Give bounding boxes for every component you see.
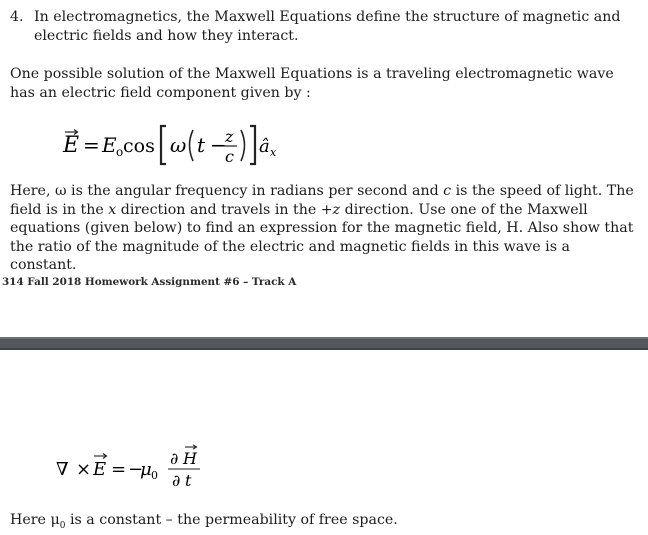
- page-separator-bar: [0, 337, 648, 350]
- eq1-a-hat: â: [259, 136, 270, 157]
- explanation-paragraph: [10, 182, 640, 275]
- eq1-cos: cos: [123, 135, 155, 157]
- eq2-equals: =: [111, 459, 127, 480]
- eq1-sub-o: o: [116, 145, 124, 159]
- left-paren-icon: [190, 130, 194, 161]
- eq2-nabla: ∇: [56, 459, 69, 480]
- explanation-pre: Here,: [10, 183, 55, 199]
- explanation-post: direction. Use one of the Maxwell equations (given below) to find an expression for the magnetic field, H. Also show that the ratio of the magnitude of the electric and magnetic fields in this wave is a constant.: [10, 201, 634, 273]
- explanation-mid1: is the angular frequency in radians per second and: [66, 183, 444, 199]
- permeability-note: [10, 511, 610, 535]
- eq1-z: z: [225, 127, 234, 146]
- eq1-omega: ω: [170, 133, 187, 157]
- note-sub-0: 0: [59, 520, 66, 531]
- explanation-mid2: is the speed of light. The field is in the: [10, 183, 634, 218]
- eq2-partial-bot: ∂: [172, 471, 181, 490]
- explanation-c: c: [443, 183, 452, 199]
- note-post: is a constant – the permeability of free space.: [65, 512, 398, 528]
- faraday-law-equation: [54, 444, 234, 494]
- eq2-times: ×: [76, 459, 92, 480]
- eq1-c: c: [225, 147, 234, 166]
- eq2-mu: μ: [140, 459, 152, 480]
- explanation-mid3: direction and travels in the +: [116, 201, 333, 218]
- eq1-E0: E: [102, 133, 117, 157]
- note-mu: μ: [50, 512, 60, 528]
- question-text: In electromagnetics, the Maxwell Equations define the structure of magnetic and electric fields and how they interact.: [34, 9, 621, 44]
- eq2-sub-0: 0: [151, 469, 158, 482]
- explanation-x: x: [108, 201, 117, 218]
- eq2-H: H: [183, 449, 197, 468]
- page-footer: 314 Fall 2018 Homework Assignment #6 – Track A: [2, 276, 297, 288]
- eq2-E: E: [93, 459, 107, 480]
- left-bracket-icon: [161, 126, 166, 164]
- eq1-equals: =: [83, 133, 100, 157]
- eq1-E: E: [63, 133, 80, 158]
- eq2-partial-top: ∂: [170, 449, 179, 468]
- intro-paragraph: One possible solution of the Maxwell Equations is a traveling electromagnetic wave has an electric field component given by :: [10, 66, 614, 101]
- eq1-minus: −: [210, 133, 227, 157]
- note-pre: Here: [10, 512, 51, 528]
- explanation-z: z: [332, 201, 341, 218]
- eq1-t: t: [197, 133, 206, 157]
- eq2-t: t: [185, 471, 192, 490]
- electric-field-equation: [62, 115, 392, 173]
- right-paren-icon: [241, 130, 245, 161]
- eq2-neg: −: [128, 459, 144, 480]
- question-number: 4.: [10, 9, 24, 25]
- explanation-omega: ω: [54, 183, 67, 199]
- eq1-sub-x: x: [270, 146, 277, 159]
- right-bracket-icon: [250, 126, 255, 164]
